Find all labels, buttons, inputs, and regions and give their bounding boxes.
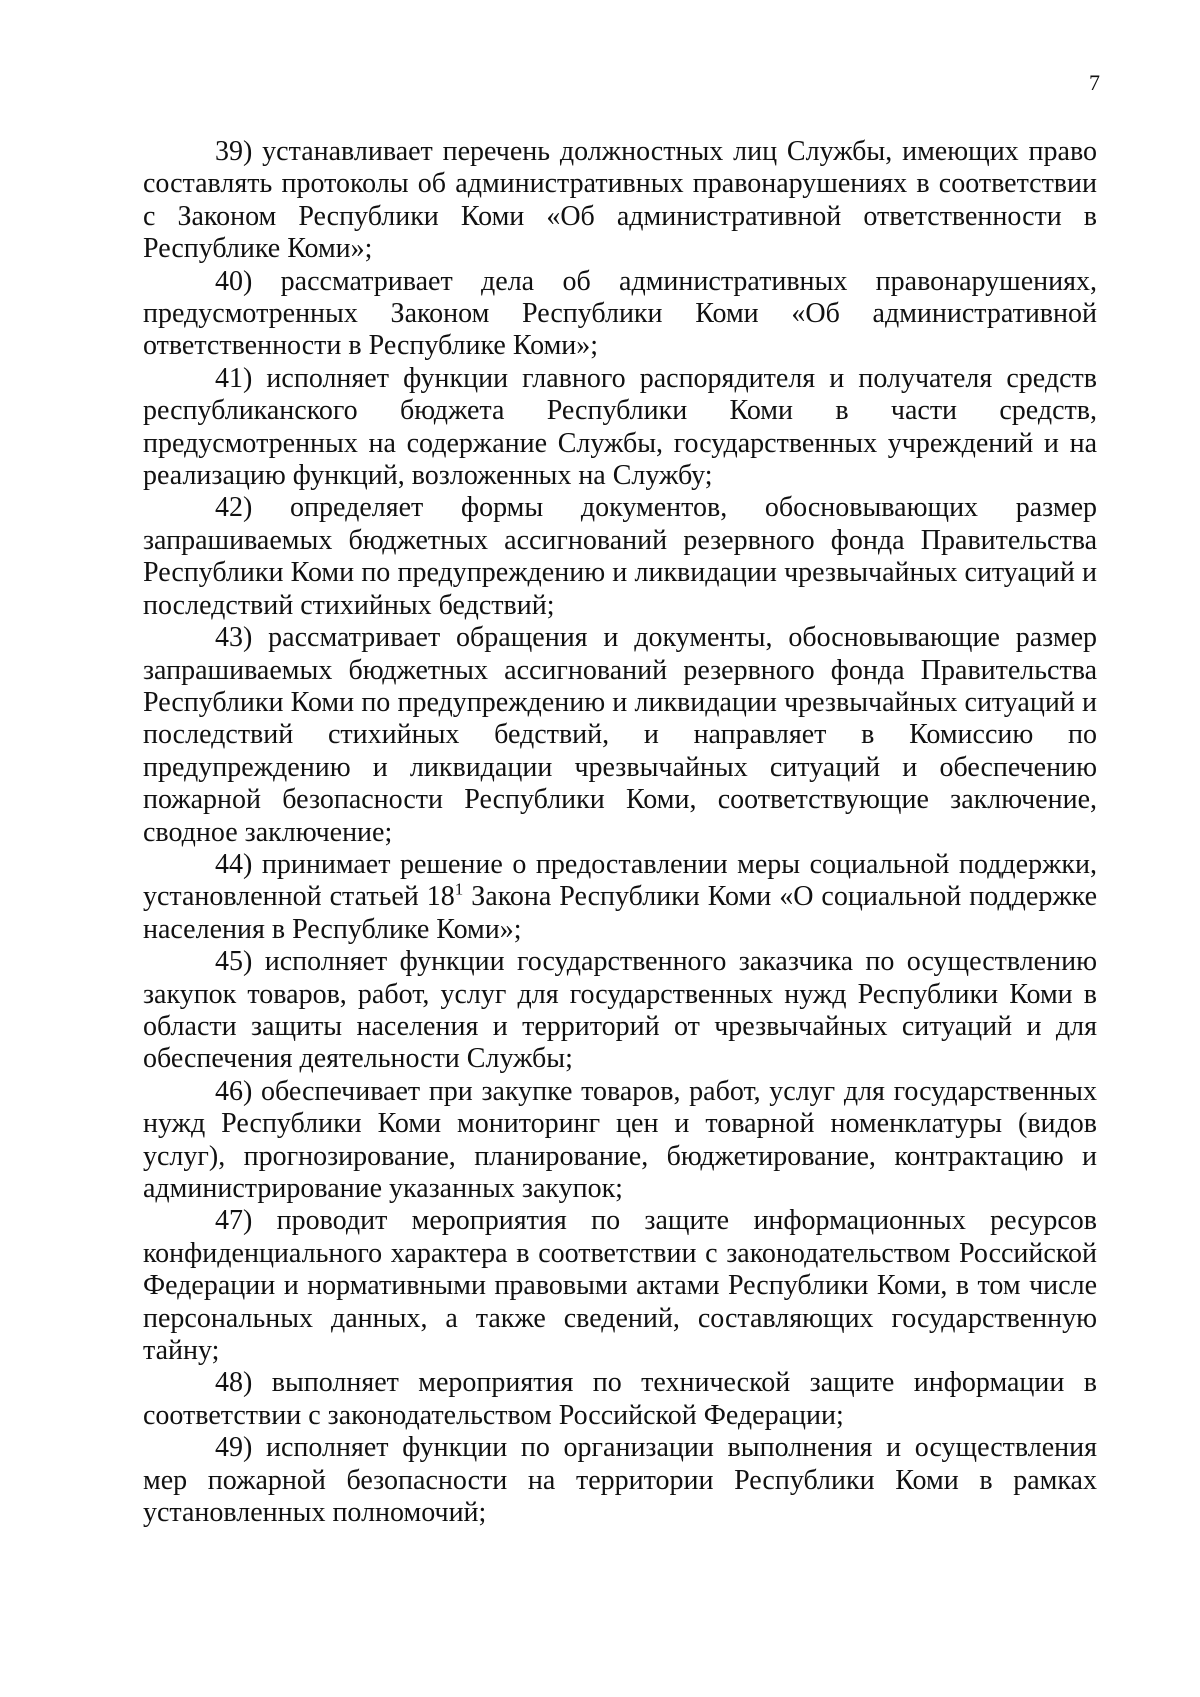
- paragraph-44: [143, 849, 1097, 946]
- paragraph-42: 42) определяет формы документов, обосновывающих размер запрашиваемых бюджетных ассигнований резервного фонда Правительства Республики Коми по предупреждению и ликвидации чрезвычайных ситуаций и последствий стихийных бедствий;: [143, 492, 1097, 621]
- paragraph-47: 47) проводит мероприятия по защите информационных ресурсов конфиденциального характера в соответствии с законодательством Российской Федерации и нормативными правовыми актами Республики Коми, в том числе персональных данных, а также сведений, составляющих государственную тайну;: [143, 1205, 1097, 1367]
- paragraph-49: 49) исполняет функции по организации выполнения и осуществления мер пожарной безопасности на территории Республики Коми в рамках установленных полномочий;: [143, 1432, 1097, 1529]
- paragraph-45: 45) исполняет функции государственного заказчика по осуществлению закупок товаров, работ, услуг для государственных нужд Республики Коми в области защиты населения и территорий от чрезвычайных ситуаций и для обеспечения деятельности Службы;: [143, 946, 1097, 1075]
- paragraph-41: 41) исполняет функции главного распорядителя и получателя средств республиканского бюджета Республики Коми в части средств, предусмотренных на содержание Службы, государственных учреждений и на реализацию функций, возложенных на Службу;: [143, 362, 1097, 492]
- paragraph-44-text-before: 44) принимает решение о предоставлении меры социальной поддержки, установленной статьей 18: [143, 848, 1097, 913]
- paragraph-46: 46) обеспечивает при закупке товаров, работ, услуг для государственных нужд Республики Коми мониторинг цен и товарной номенклатуры (видов услуг), прогнозирование, планирование, бюджетирование, контрактацию и администрирование указанных закупок;: [143, 1075, 1097, 1204]
- paragraph-39: 39) устанавливает перечень должностных лиц Службы, имеющих право составлять протоколы об административных правонарушениях в соответствии с Законом Республики Коми «Об административной ответственности в Республике Коми»;: [143, 136, 1097, 265]
- superscript-index: 1: [454, 880, 464, 900]
- page-number: 7: [1089, 70, 1100, 95]
- paragraph-48: 48) выполняет мероприятия по технической защите информации в соответствии с законодательством Российской Федерации;: [143, 1367, 1097, 1431]
- document-body: [143, 136, 1097, 1529]
- paragraph-40: 40) рассматривает дела об административных правонарушениях, предусмотренных Законом Республики Коми «Об административной ответственности в Республике Коми»;: [143, 265, 1097, 362]
- paragraph-44-text-after: Закона Республики Коми «О социальной поддержке населения в Республике Коми»;: [143, 881, 1097, 945]
- paragraph-43: 43) рассматривает обращения и документы, обосновывающие размер запрашиваемых бюджетных ассигнований резервного фонда Правительства Республики Коми по предупреждению и ликвидации чрезвычайных ситуаций и последствий стихийных бедствий, и направляет в Комиссию по предупреждению и ликвидации чрезвычайных ситуаций и обеспечению пожарной безопасности Республики Коми, соответствующие заключение, сводное заключение;: [143, 622, 1097, 848]
